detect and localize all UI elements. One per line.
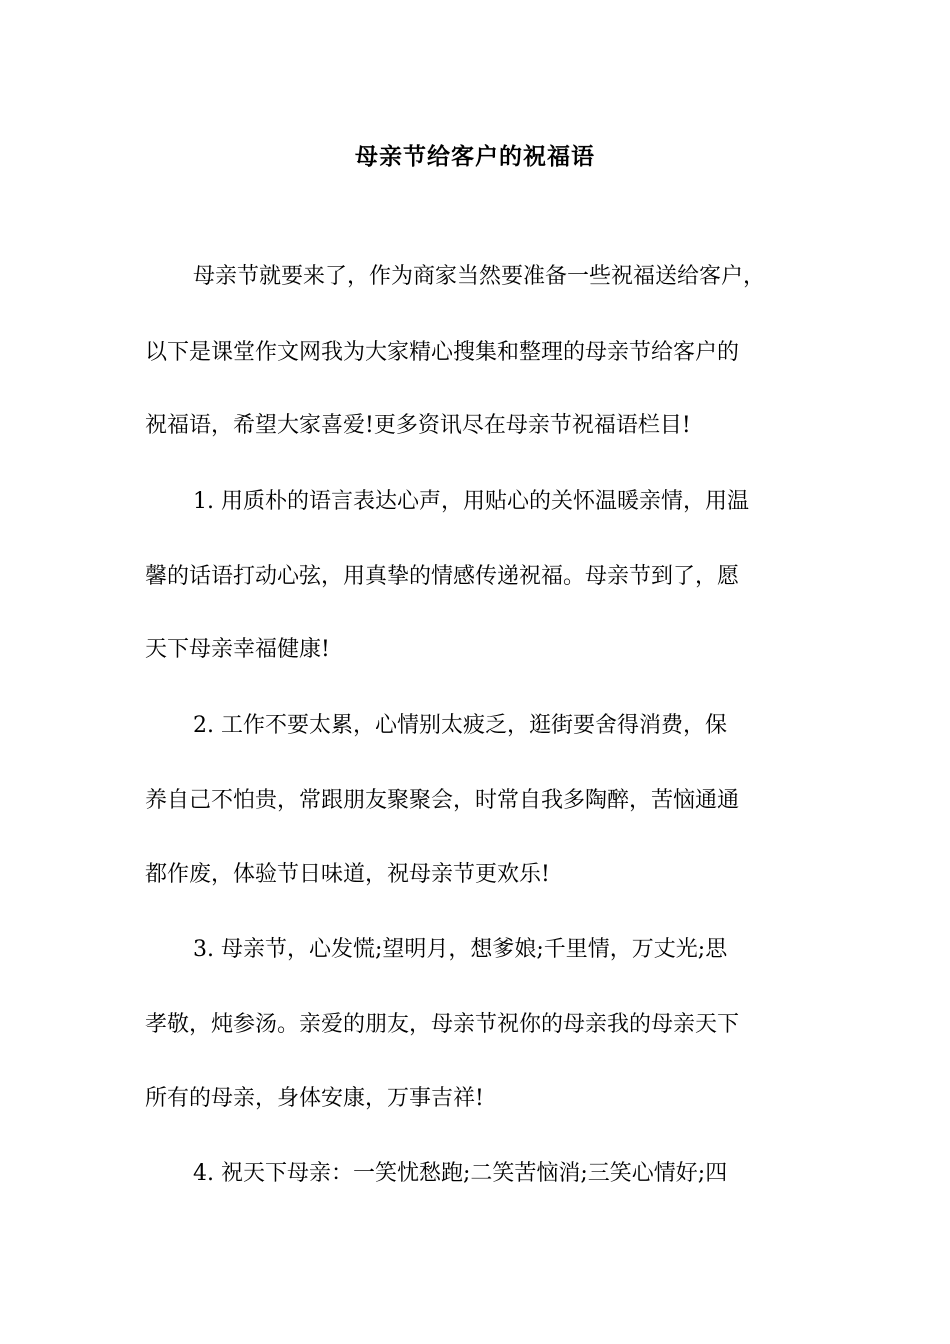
paragraph-line: 祝福语，希望大家喜爱!更多资讯尽在母亲节祝福语栏目!: [145, 413, 691, 438]
paragraph-line: 2. 工作不要太累，心情别太疲乏，逛街要舍得消费，保: [193, 713, 727, 738]
paragraph-line: 1. 用质朴的语言表达心声，用贴心的关怀温暖亲情，用温: [193, 489, 749, 514]
paragraph-line: 馨的话语打动心弦，用真挚的情感传递祝福。母亲节到了，愿: [145, 564, 740, 589]
paragraph-line: 都作废，体验节日味道，祝母亲节更欢乐!: [145, 862, 550, 887]
paragraph-line: 孝敬，炖参汤。亲爱的朋友，母亲节祝你的母亲我的母亲天下: [145, 1012, 740, 1037]
paragraph-line: 天下母亲幸福健康!: [145, 637, 330, 662]
paragraph-line: 母亲节就要来了，作为商家当然要准备一些祝福送给客户，: [193, 264, 766, 289]
paragraph-line: 养自己不怕贵，常跟朋友聚聚会，时常自我多陶醉，苦恼通通: [145, 788, 740, 813]
document-title: 母亲节给客户的祝福语: [355, 143, 595, 170]
paragraph-line: 所有的母亲，身体安康，万事吉祥!: [145, 1086, 484, 1111]
paragraph-line: 4. 祝天下母亲：一笑忧愁跑;二笑苦恼消;三笑心情好;四: [193, 1161, 728, 1186]
paragraph-line: 以下是课堂作文网我为大家精心搜集和整理的母亲节给客户的: [145, 340, 740, 365]
paragraph-line: 3. 母亲节，心发慌;望明月，想爹娘;千里情，万丈光;思: [193, 937, 728, 962]
